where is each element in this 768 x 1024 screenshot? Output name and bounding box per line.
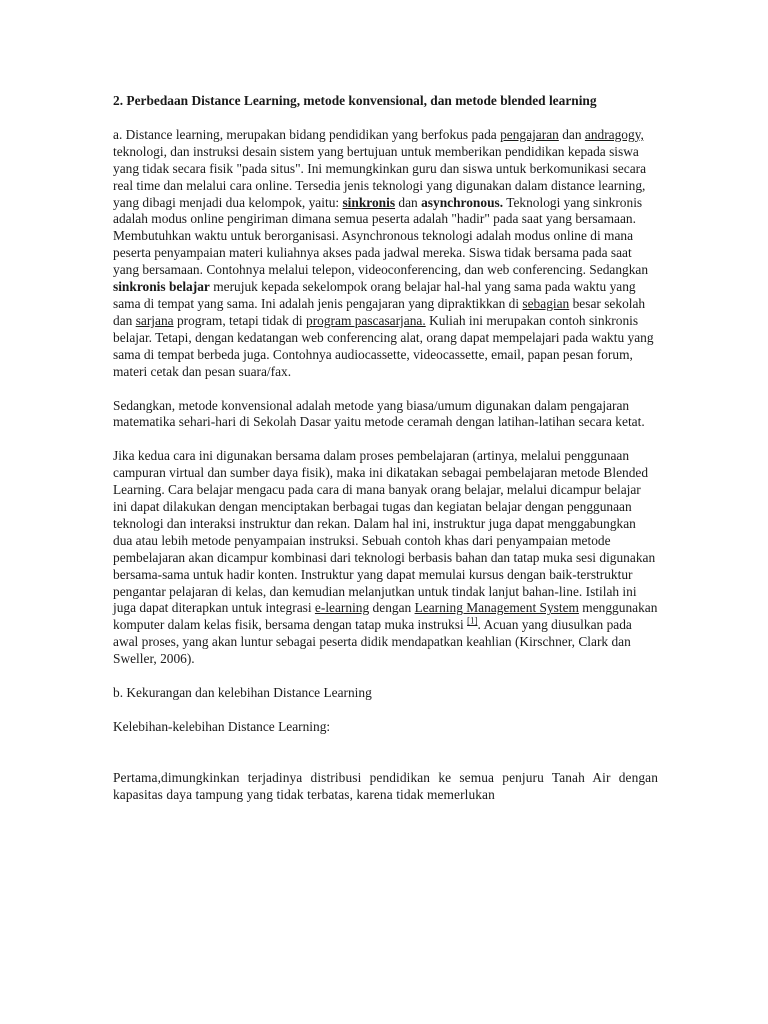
text-run: menggunakan komputer dalam kelas fisik, bersama dengan tatap muka instruksi <box>113 600 658 633</box>
text-run: merujuk kepada sekelompok orang belajar hal-hal yang sama pada waktu yang sama di tempat yang sama. Ini adalah jenis pengajaran yang dipraktikkan di <box>113 279 636 311</box>
link-e-learning[interactable]: e-learning <box>314 600 370 616</box>
spacer <box>113 753 658 770</box>
bold-asynchronous: asynchronous. <box>421 194 504 210</box>
paragraph-distance-learning <box>113 127 658 381</box>
text-run: program, tetapi tidak di <box>173 312 306 328</box>
link-learning-management-system[interactable]: Learning Management System <box>414 600 579 616</box>
text-run: teknologi, dan instruksi desain sistem yang bertujuan untuk memberikan pendidikan kepada siswa yang tidak secara fisik "pada situs". Ini memungkinkan guru dan siswa untuk berkomunikasi secara real time dan melalui cara online. Tersedia jenis teknologi yang digunakan dalam distance learning, yang dibagi menjadi dua kelompok, yaitu: <box>113 143 647 210</box>
link-pengajaran[interactable]: pengajaran <box>500 126 559 142</box>
subheading-kelebihan: Kelebihan-kelebihan Distance Learning: <box>113 719 331 734</box>
paragraph-blended-learning <box>113 448 658 668</box>
text-run: Jika kedua cara ini digunakan bersama dalam proses pembelajaran (artinya, melalui penggunaan campuran virtual dan sumber daya fisik), maka ini dikatakan sebagai pembelajaran metode Blended Learning. Cara belajar mengacu pada cara di mana banyak orang belajar, melalui dicampur belajar ini dapat dilakukan dengan menciptakan berbagai tugas dan kegiatan belajar dengan penggunaan teknologi dan interaksi instruktur dan rekan. Dalam hal ini, instruktur juga dapat menggabungkan dua atau lebih metode penyampaian instruksi. Sebuah contoh khas dari penyampaian metode pembelajaran akan dicampur kombinasi dari teknologi berbasis bahan dan tatap muka sesi digunakan bersama-sama untuk hadir konten. Instruktur yang dapat memulai kursus dengan baik-terstruktur pengantar pelajaran di kelas, dan kemudian melanjutkan untuk tindak lanjut bahan-line. Istilah ini juga dapat diterapkan untuk integrasi <box>113 448 656 616</box>
link-sarjana[interactable]: sarjana <box>135 312 174 328</box>
section-heading: 2. Perbedaan Distance Learning, metode konvensional, dan metode blended learning <box>113 93 597 108</box>
text-run: besar sekolah dan <box>113 295 646 328</box>
link-andragogy[interactable]: andragogy, <box>584 126 644 142</box>
text-run: Teknologi yang sinkronis adalah modus online pengiriman dimana semua peserta adalah "hadir" pada saat yang bersamaan. Membutuhkan waktu untuk berorganisasi. Asynchronous teknologi adalah modus online di mana peserta penyampaian materi kuliahnya akses pada jadwal mereka. Siswa tidak bersama pada saat yang bersamaan. Contohnya melalui telepon, videoconferencing, dan web conferencing. Sedangkan <box>113 194 649 278</box>
text-run: a. Distance learning, merupakan bidang pendidikan yang berfokus pada <box>113 126 501 142</box>
footnote-reference[interactable]: [1] <box>467 615 478 626</box>
text-run: dan <box>558 126 585 142</box>
link-sebagian[interactable]: sebagian <box>522 295 570 311</box>
document-page <box>113 93 658 821</box>
paragraph-konvensional: Sedangkan, metode konvensional adalah metode yang biasa/umum digunakan dalam pengajaran matematika sehari-hari di Sekolah Dasar yaitu metode ceramah dengan latihan-latihan secara ketat. <box>113 397 645 430</box>
text-run: . Acuan yang diusulkan pada awal proses, yang akan luntur sebagai peserta didik mendapatkan keahlian (Kirschner, Clark dan Sweller, 2006). <box>113 617 632 667</box>
bold-sinkronis-belajar: sinkronis belajar <box>113 279 210 295</box>
link-sinkronis[interactable]: sinkronis <box>342 194 396 210</box>
paragraph-pertama: Pertama,dimungkinkan terjadinya distribusi pendidikan ke semua penjuru Tanah Air dengan kapasitas daya tampung yang tidak terbatas, karena tidak memerlukan <box>113 769 658 802</box>
text-run: dan <box>395 194 422 210</box>
text-run: dengan <box>369 600 415 616</box>
link-program-pascasarjana[interactable]: program pascasarjana. <box>306 312 426 328</box>
text-run: Kuliah ini merupakan contoh sinkronis belajar. Tetapi, dengan kedatangan web conferencing alat, orang dapat mempelajari pada waktu yang sama di tempat berbeda juga. Contohnya audiocassette, videocassette, email, papan pesan forum, materi cetak dan pesan suara/fax. <box>113 312 654 379</box>
subheading-kekurangan-kelebihan: b. Kekurangan dan kelebihan Distance Learning <box>113 685 372 701</box>
